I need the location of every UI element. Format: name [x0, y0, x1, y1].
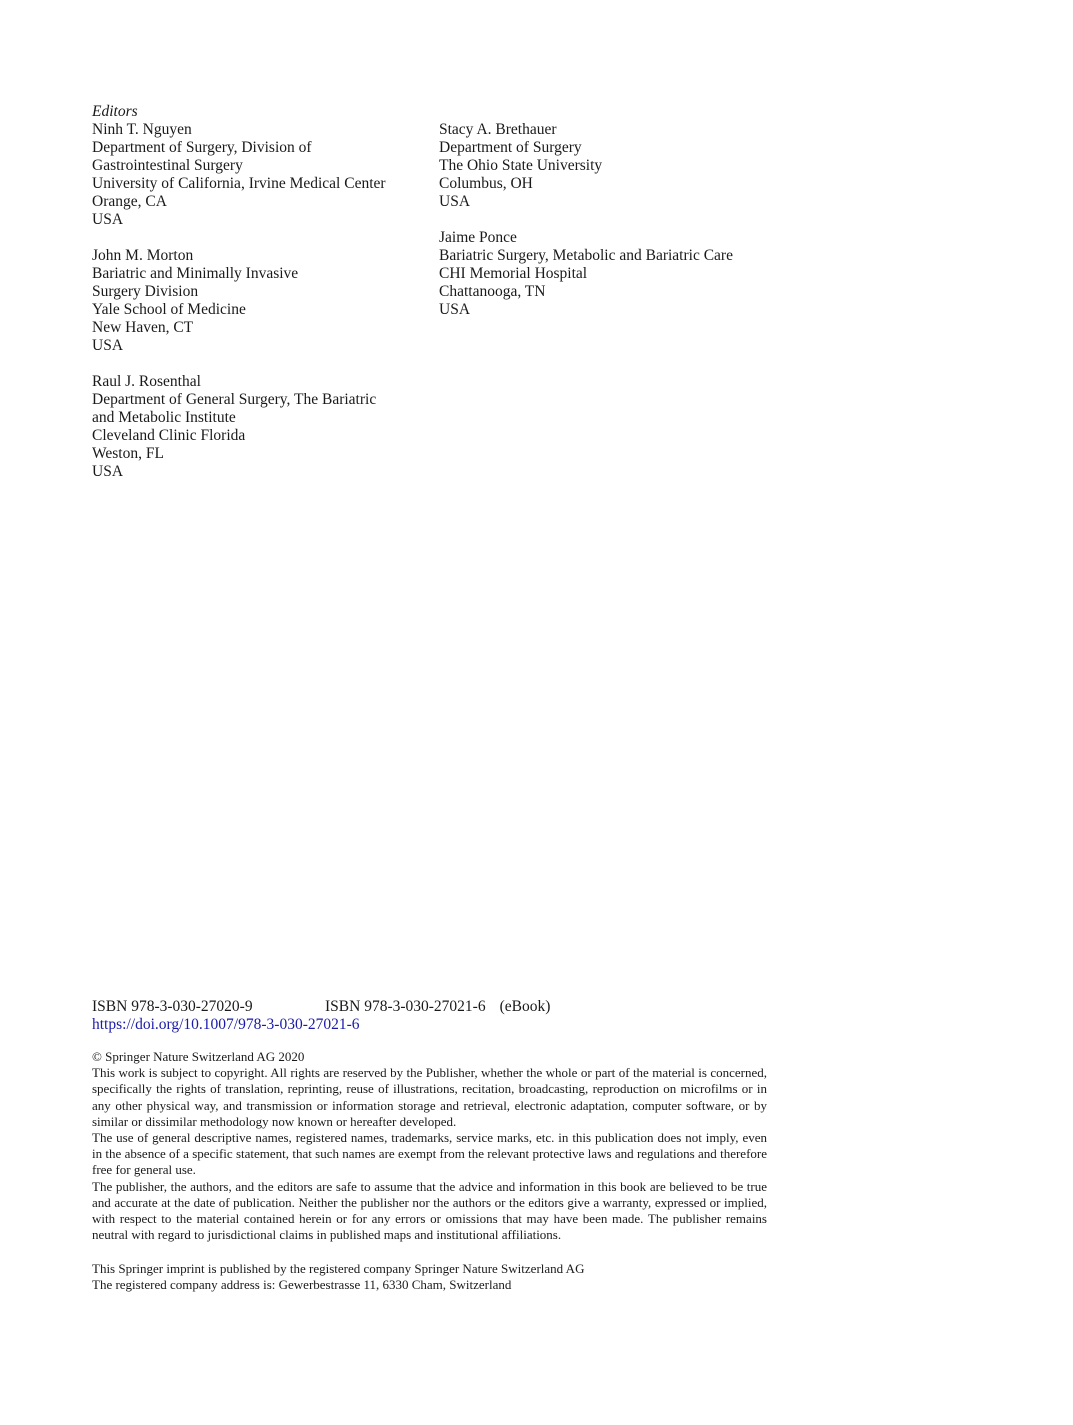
editor-affiliation-line: New Haven, CT — [92, 319, 194, 336]
editor-affiliation-line: Columbus, OH — [439, 175, 533, 192]
editor-name: Raul J. Rosenthal — [92, 373, 201, 390]
editor-affiliation-line: Cleveland Clinic Florida — [92, 427, 246, 444]
editor-block — [92, 247, 422, 355]
trademark-paragraph: The use of general descriptive names, registered names, trademarks, service marks, etc. in this publication does not imply, even in the absence of a specific statement, that such names are exempt from the relevant protective laws and regulations and therefore free for general use. — [92, 1130, 767, 1178]
doi-link[interactable]: https://doi.org/10.1007/978-3-030-27021-6 — [92, 1016, 360, 1033]
editor-name: John M. Morton — [92, 247, 194, 264]
editor-affiliation-line: The Ohio State University — [439, 157, 603, 174]
legal-notice — [92, 1049, 767, 1243]
editor-affiliation-line: Department of Surgery — [439, 139, 582, 156]
isbn-ebook-number: ISBN 978-3-030-27021-6 — [325, 998, 486, 1015]
editor-affiliation-line: Chattanooga, TN — [439, 283, 546, 300]
editor-affiliation-line: CHI Memorial Hospital — [439, 265, 588, 282]
disclaimer-paragraph: The publisher, the authors, and the editors are safe to assume that the advice and information in this book are believed to be true and accurate at the date of publication. Neither the publisher nor the authors or the editors give a warranty, expressed or implied, with respect to the material contained herein or for any errors or omissions that may have been made. The publisher remains neutral with regard to jurisdictional claims in published maps and institutional affiliations. — [92, 1178, 767, 1243]
editor-affiliation-line: Yale School of Medicine — [92, 301, 246, 318]
copyright-paragraph: This work is subject to copyright. All rights are reserved by the Publisher, whether the whole or part of the material is concerned, specifically the rights of translation, reprinting, reuse of illustrations, recitation, broadcasting, reproduction on microfilms or in any other physical way, and transmission or information storage and retrieval, electronic adaptation, computer software, or by similar or dissimilar methodology now known or hereafter developed. — [92, 1065, 767, 1129]
editors-right-column — [439, 121, 839, 337]
editor-name: Jaime Ponce — [439, 229, 517, 246]
isbn-print: ISBN 978-3-030-27020-9 — [92, 998, 253, 1015]
imprint-line: This Springer imprint is published by the registered company Springer Nature Switzerland AG — [92, 1261, 585, 1276]
editor-block — [92, 373, 422, 481]
editor-name: Ninh T. Nguyen — [92, 121, 192, 138]
editor-affiliation-line: Bariatric Surgery, Metabolic and Bariatric Care — [439, 247, 733, 264]
copyright-line: © Springer Nature Switzerland AG 2020 — [92, 1049, 305, 1064]
editor-block — [92, 121, 422, 229]
editor-affiliation-line: USA — [92, 211, 124, 228]
imprint-notice — [92, 1261, 767, 1293]
editor-affiliation-line: USA — [439, 301, 471, 318]
editor-block — [439, 121, 839, 211]
editor-affiliation-line: USA — [92, 337, 124, 354]
editor-block — [439, 229, 839, 319]
editors-left-column — [92, 121, 422, 499]
editor-affiliation-line: Weston, FL — [92, 445, 164, 462]
editor-name: Stacy A. Brethauer — [439, 121, 557, 138]
editor-affiliation-line: Department of Surgery, Division of — [92, 139, 312, 156]
editor-affiliation-line: and Metabolic Institute — [92, 409, 236, 426]
editor-affiliation-line: USA — [439, 193, 471, 210]
editor-affiliation-line: Department of General Surgery, The Bariatric — [92, 391, 377, 408]
isbn-ebook — [325, 998, 550, 1016]
editor-affiliation-line: Surgery Division — [92, 283, 199, 300]
ebook-tag: (eBook) — [499, 998, 551, 1015]
editor-affiliation-line: USA — [92, 463, 124, 480]
imprint-address: The registered company address is: Gewerbestrasse 11, 6330 Cham, Switzerland — [92, 1277, 512, 1293]
editors-heading: Editors — [92, 103, 138, 120]
editor-affiliation-line: Bariatric and Minimally Invasive — [92, 265, 299, 282]
editor-affiliation-line: University of California, Irvine Medical Center — [92, 175, 386, 192]
editor-affiliation-line: Orange, CA — [92, 193, 167, 210]
editor-affiliation-line: Gastrointestinal Surgery — [92, 157, 243, 174]
